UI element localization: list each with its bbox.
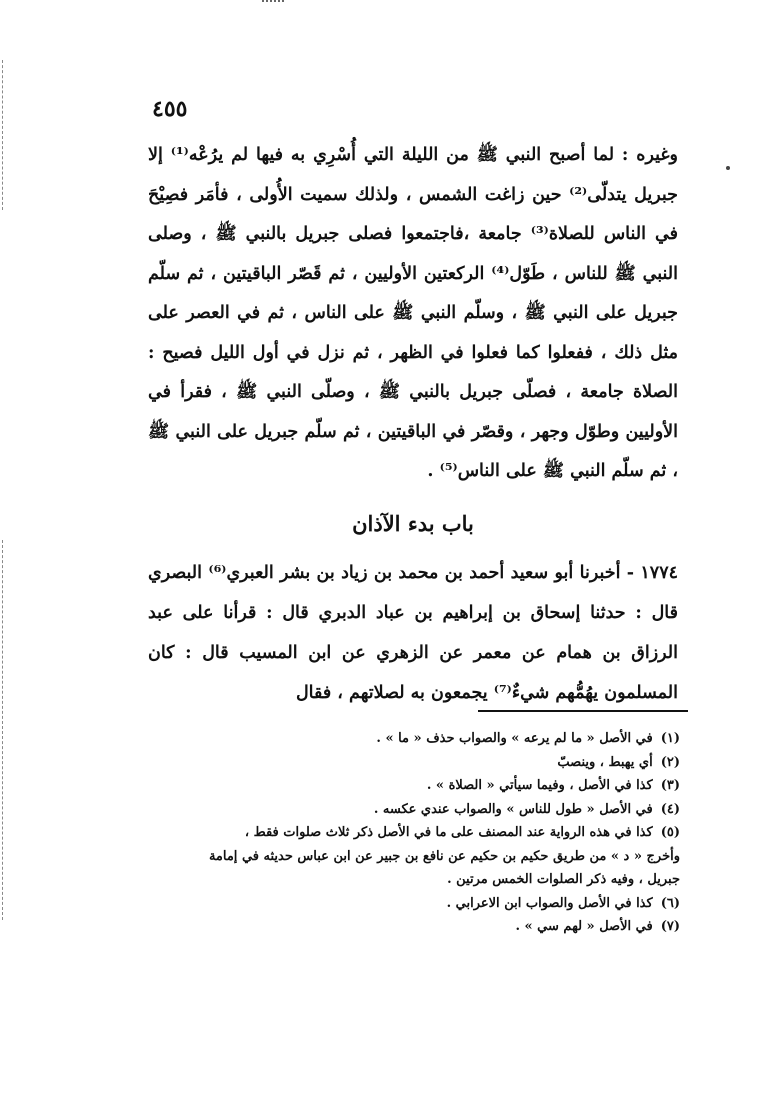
chapter-title: باب بدء الآذان <box>352 511 474 536</box>
footnote-divider <box>478 710 688 712</box>
hadith-block <box>148 553 678 713</box>
main-paragraph: وغيره : لما أصبح النبي ﷺ من الليلة التي أُسْرِي به فيها لم يرُعْه⁽¹⁾ إلا جبريل يتدلّى⁽²⁾ حين زاغت الشمس ، ولذلك سميت الأُولى ، فأمَر فصِيْحَ في الناس للصلاة⁽³⁾ جامعة ،فاجتمعوا فصلى جبريل بالنبي ﷺ ، وصلى النبي ﷺ للناس ، طَوّل⁽⁴⁾ الركعتين الأوليين ، ثم قَصّر الباقيتين ، ثم سلّم جبريل على النبي ﷺ ، وسلّم النبي ﷺ على الناس ، ثم في العصر على مثل ذلك ، ففعلوا كما فعلوا في الظهر ، ثم نزل في أول الليل فصيح : الصلاة جامعة ، فصلّى جبريل بالنبي ﷺ ، وصلّى النبي ﷺ ، فقرأ في الأوليين وطوّل وجهر ، وقصّر في الباقيتين ، ثم سلّم جبريل على النبي ﷺ ، ثم سلّم النبي ﷺ على الناس⁽⁵⁾ . <box>148 145 679 481</box>
footnote: (٧)في الأصل « لهم سي » . <box>515 919 680 934</box>
hadith-paragraph: ١٧٧٤ - أخبرنا أبو سعيد أحمد بن محمد بن زياد بن بشر العبري⁽⁶⁾ البصري قال : حدثنا إسحاق بن إبراهيم بن عباد الدبري قال : قرأنا على عبد الرزاق بن همام عن معمر عن الزهري عن ابن المسيب قال : كان المسلمون يهُمُّهم شيءٌ⁽⁷⁾ يجمعون به لصلاتهم ، فقال <box>148 563 678 703</box>
scan-edge-line <box>2 540 3 920</box>
scan-edge-line <box>2 60 3 210</box>
footnote-continuation: جبريل ، وفيه ذكر الصلوات الخمس مرتين . <box>447 872 680 887</box>
footnote: (٢)أي يهبط ، وينصبّ <box>557 754 680 770</box>
footnote: (٤)في الأصل « طول للناس » والصواب عندي عكسه . <box>373 801 680 817</box>
footnote: (٦)كذا في الأصل والصواب ابن الاعرابي . <box>446 895 680 911</box>
footnote: (٥)كذا في هذه الرواية عند المصنف على ما في الأصل ذكر ثلاث صلوات فقط ، <box>244 825 680 840</box>
footnotes <box>170 727 680 939</box>
scan-artifact-dots <box>262 0 284 5</box>
footnote: (١)في الأصل « ما لم يرعه » والصواب حذف « ما » . <box>376 731 680 746</box>
margin-mark <box>726 166 730 170</box>
footnote-continuation: وأخرج « د » من طريق حكيم بن حكيم عن نافع بن جبير عن ابن عباس حديثه في إمامة <box>208 848 680 864</box>
footnote: (٣)كذا في الأصل ، وفيما سيأتي « الصلاة » . <box>426 778 680 793</box>
page-number: ٤٥٥ <box>152 96 188 122</box>
main-text-block <box>148 136 678 492</box>
